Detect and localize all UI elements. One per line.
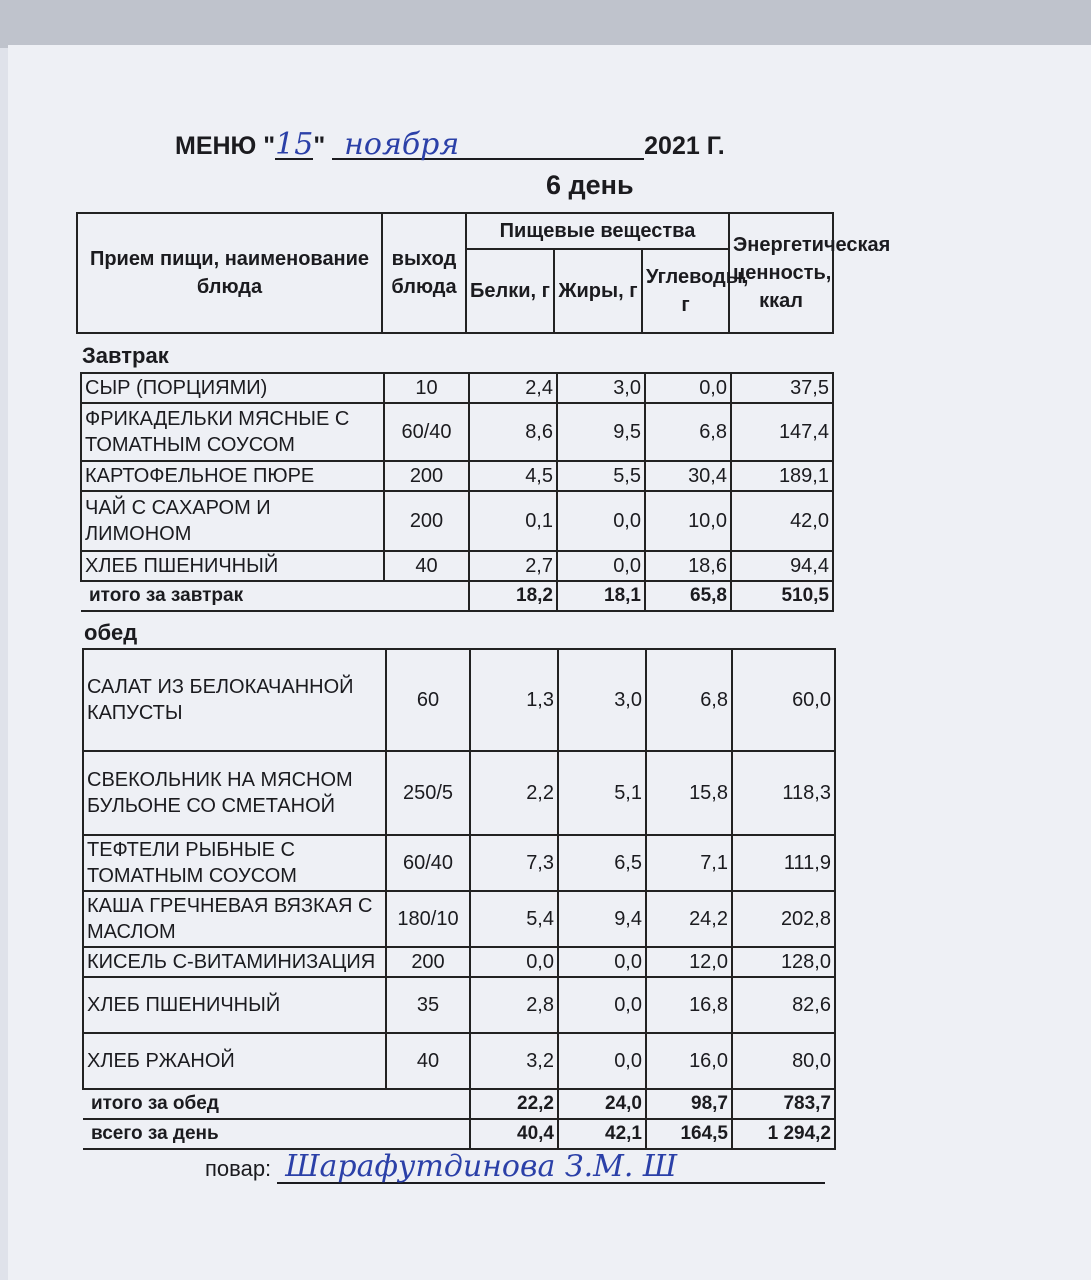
total-label: итого за завтрак	[81, 581, 469, 611]
dish-name: СВЕКОЛЬНИК НА МЯСНОМ БУЛЬОНЕ СО СМЕТАНОЙ	[83, 751, 386, 835]
dish-name: КИСЕЛЬ С-ВИТАМИНИЗАЦИЯ	[83, 947, 386, 977]
table-row	[83, 649, 835, 751]
dish-protein: 1,3	[470, 649, 558, 751]
day-total-protein: 40,4	[470, 1119, 558, 1149]
dish-protein: 3,2	[470, 1033, 558, 1089]
dish-name: ЧАЙ С САХАРОМ И ЛИМОНОМ	[81, 491, 384, 551]
total-protein: 18,2	[469, 581, 557, 611]
cook-signature: Шарафутдинова З.М. Ш	[277, 1152, 825, 1184]
menu-quote: "	[313, 132, 326, 160]
dish-energy: 189,1	[731, 461, 833, 491]
dish-fat: 0,0	[558, 977, 646, 1033]
dish-protein: 7,3	[470, 835, 558, 891]
dish-name: ХЛЕБ ПШЕНИЧНЫЙ	[81, 551, 384, 581]
dish-yield: 180/10	[386, 891, 470, 947]
dish-name: КАРТОФЕЛЬНОЕ ПЮРЕ	[81, 461, 384, 491]
header-fat: Жиры, г	[554, 249, 642, 333]
dish-energy: 202,8	[732, 891, 835, 947]
day-total-label: всего за день	[83, 1119, 470, 1149]
dish-fat: 9,5	[557, 403, 645, 461]
dish-carbs: 10,0	[645, 491, 731, 551]
table-row	[83, 835, 835, 891]
dish-carbs: 6,8	[646, 649, 732, 751]
dish-yield: 60	[386, 649, 470, 751]
dish-fat: 0,0	[557, 551, 645, 581]
dish-name: ТЕФТЕЛИ РЫБНЫЕ С ТОМАТНЫМ СОУСОМ	[83, 835, 386, 891]
dish-energy: 80,0	[732, 1033, 835, 1089]
dish-name: СЫР (ПОРЦИЯМИ)	[81, 373, 384, 403]
header-table	[76, 212, 891, 334]
dish-carbs: 24,2	[646, 891, 732, 947]
day-total-energy: 1 294,2	[732, 1119, 835, 1149]
header-carbs: Углеводы, г	[642, 249, 729, 333]
dish-fat: 5,5	[557, 461, 645, 491]
dish-name: САЛАТ ИЗ БЕЛОКАЧАННОЙ КАПУСТЫ	[83, 649, 386, 751]
dish-yield: 250/5	[386, 751, 470, 835]
dish-yield: 10	[384, 373, 469, 403]
lunch-label: обед	[84, 620, 138, 645]
dish-protein: 0,0	[470, 947, 558, 977]
day-total-carbs: 164,5	[646, 1119, 732, 1149]
header-yield: выход блюда	[382, 213, 466, 333]
dish-energy: 111,9	[732, 835, 835, 891]
dish-protein: 2,2	[470, 751, 558, 835]
total-fat: 18,1	[557, 581, 645, 611]
table-row	[81, 491, 833, 551]
total-protein: 22,2	[470, 1089, 558, 1119]
table-row	[81, 403, 833, 461]
dish-fat: 3,0	[557, 373, 645, 403]
total-fat: 24,0	[558, 1089, 646, 1119]
day-total-fat: 42,1	[558, 1119, 646, 1149]
dish-protein: 0,1	[469, 491, 557, 551]
table-row	[81, 461, 833, 491]
dish-energy: 94,4	[731, 551, 833, 581]
table-row	[83, 947, 835, 977]
breakfast-table	[80, 372, 834, 612]
dish-energy: 118,3	[732, 751, 835, 835]
dish-carbs: 16,8	[646, 977, 732, 1033]
dish-yield: 200	[384, 491, 469, 551]
dish-fat: 6,5	[558, 835, 646, 891]
dish-name: ХЛЕБ РЖАНОЙ	[83, 1033, 386, 1089]
total-carbs: 65,8	[645, 581, 731, 611]
total-energy: 510,5	[731, 581, 833, 611]
dish-carbs: 18,6	[645, 551, 731, 581]
dish-carbs: 16,0	[646, 1033, 732, 1089]
dish-fat: 3,0	[558, 649, 646, 751]
dish-yield: 35	[386, 977, 470, 1033]
dish-name: ХЛЕБ ПШЕНИЧНЫЙ	[83, 977, 386, 1033]
dish-energy: 147,4	[731, 403, 833, 461]
dish-energy: 128,0	[732, 947, 835, 977]
menu-title	[175, 127, 725, 162]
header-meal: Прием пищи, наименование блюда	[77, 213, 382, 333]
dish-carbs: 0,0	[645, 373, 731, 403]
dish-fat: 5,1	[558, 751, 646, 835]
dish-carbs: 7,1	[646, 835, 732, 891]
lunch-table	[82, 648, 836, 1150]
table-row	[83, 891, 835, 947]
dish-fat: 0,0	[558, 1033, 646, 1089]
dish-energy: 42,0	[731, 491, 833, 551]
background-top	[0, 0, 1091, 48]
dish-protein: 2,4	[469, 373, 557, 403]
dish-energy: 60,0	[732, 649, 835, 751]
breakfast-total-row	[81, 581, 833, 611]
table-row	[81, 551, 833, 581]
dish-carbs: 15,8	[646, 751, 732, 835]
menu-day: 15	[275, 127, 314, 162]
cook-label: повар:	[205, 1156, 272, 1181]
breakfast-label: Завтрак	[82, 343, 169, 368]
dish-yield: 200	[384, 461, 469, 491]
total-energy: 783,7	[732, 1089, 835, 1119]
header-protein: Белки, г	[466, 249, 554, 333]
dish-name: ФРИКАДЕЛЬКИ МЯСНЫЕ С ТОМАТНЫМ СОУСОМ	[81, 403, 384, 461]
total-label: итого за обед	[83, 1089, 470, 1119]
menu-prefix: МЕНЮ "	[175, 132, 276, 160]
table-row	[81, 373, 833, 403]
lunch-total-row	[83, 1089, 835, 1119]
table-row	[83, 751, 835, 835]
dish-energy: 82,6	[732, 977, 835, 1033]
dish-energy: 37,5	[731, 373, 833, 403]
table-row	[83, 1033, 835, 1089]
dish-carbs: 30,4	[645, 461, 731, 491]
header-nutrients: Пищевые вещества	[466, 213, 729, 249]
dish-yield: 200	[386, 947, 470, 977]
dish-fat: 0,0	[557, 491, 645, 551]
menu-month: ноября	[332, 132, 644, 160]
dish-fat: 0,0	[558, 947, 646, 977]
dish-protein: 4,5	[469, 461, 557, 491]
cook-line	[205, 1149, 825, 1184]
dish-yield: 60/40	[384, 403, 469, 461]
day-label: 6 день	[546, 170, 634, 200]
dish-carbs: 12,0	[646, 947, 732, 977]
dish-protein: 2,7	[469, 551, 557, 581]
dish-protein: 2,8	[470, 977, 558, 1033]
dish-protein: 5,4	[470, 891, 558, 947]
header-energy: Энергетическая ценность, ккал	[729, 213, 833, 333]
table-row	[83, 977, 835, 1033]
dish-carbs: 6,8	[645, 403, 731, 461]
dish-yield: 40	[384, 551, 469, 581]
dish-name: КАША ГРЕЧНЕВАЯ ВЯЗКАЯ С МАСЛОМ	[83, 891, 386, 947]
day-total-row	[83, 1119, 835, 1149]
dish-fat: 9,4	[558, 891, 646, 947]
dish-protein: 8,6	[469, 403, 557, 461]
dish-yield: 40	[386, 1033, 470, 1089]
menu-year: 2021 Г.	[644, 132, 725, 160]
total-carbs: 98,7	[646, 1089, 732, 1119]
dish-yield: 60/40	[386, 835, 470, 891]
